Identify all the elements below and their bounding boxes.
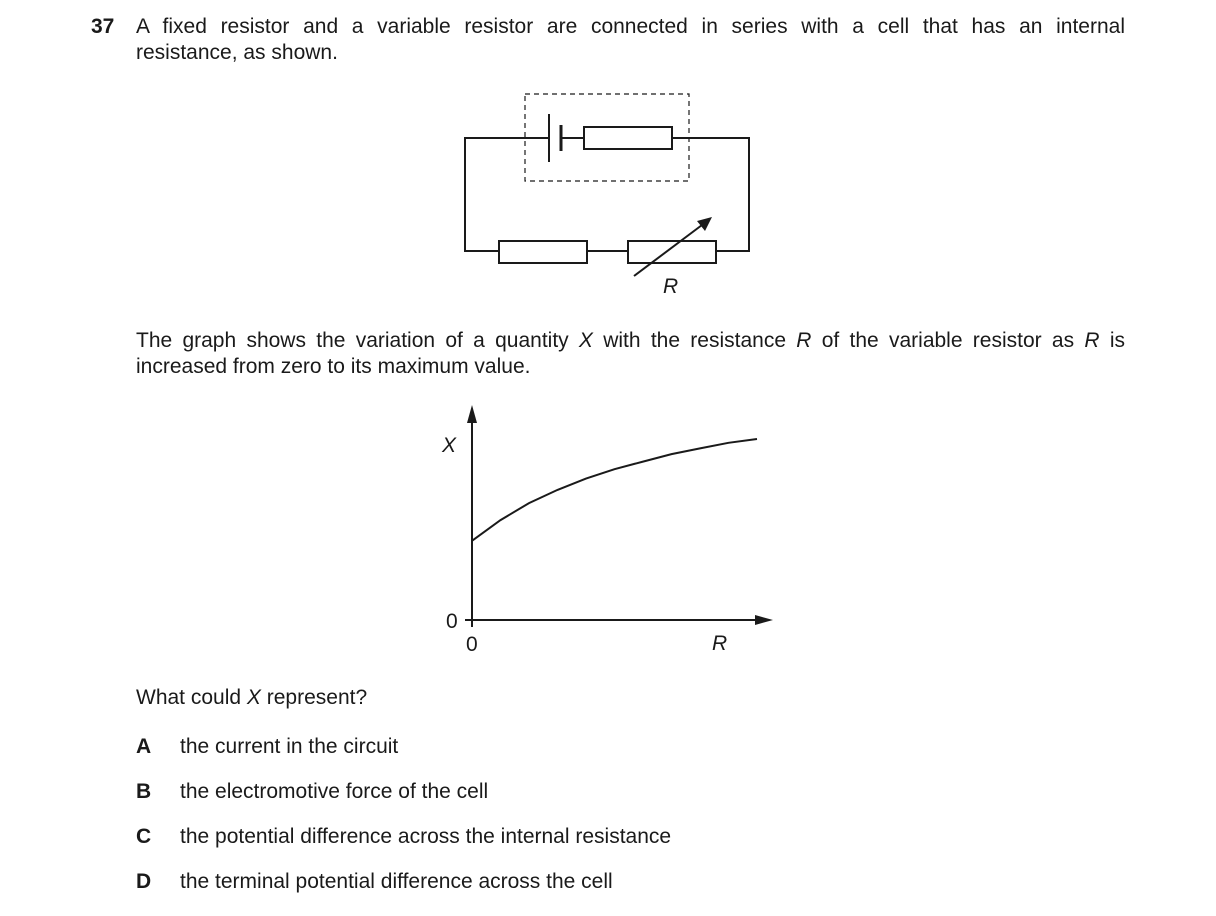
- y-axis-label: X: [442, 434, 457, 457]
- graph-intro-line-2: increased from zero to its maximum value.: [136, 355, 531, 378]
- x-origin-label: 0: [466, 633, 478, 656]
- variable-resistor: [628, 241, 716, 263]
- option-a-text: the current in the circuit: [180, 735, 399, 758]
- option-b-letter: B: [136, 780, 152, 803]
- internal-resistance-box: [525, 94, 689, 181]
- graph-intro-text-4: is: [1099, 329, 1125, 352]
- option-c-letter: C: [136, 825, 152, 848]
- y-axis-arrow-head: [467, 405, 477, 423]
- option-a-letter: A: [136, 735, 152, 758]
- intro-line-1: A fixed resistor and a variable resistor are connected in series with a cell that has an internal: [136, 15, 1125, 38]
- graph-intro-text-2: with the resistance: [592, 329, 797, 352]
- prompt-var-x: X: [246, 686, 261, 709]
- question-prompt: [136, 686, 367, 710]
- question-intro: [136, 14, 1125, 66]
- wire-left: [465, 138, 549, 251]
- option-c-text: the potential difference across the internal resistance: [180, 825, 672, 848]
- fixed-resistor: [499, 241, 587, 263]
- option-b-text: the electromotive force of the cell: [180, 780, 489, 803]
- question-number: 37: [91, 15, 115, 38]
- y-origin-label: 0: [446, 610, 458, 633]
- graph-intro-var-r-2: R: [1084, 329, 1100, 352]
- series-curve: [472, 439, 757, 541]
- graph-intro-text-1: The graph shows the variation of a quantity: [136, 329, 579, 352]
- variable-resistor-arrow-head: [697, 217, 712, 231]
- graph-intro: [136, 328, 1125, 380]
- x-axis-arrow-head: [755, 615, 773, 625]
- variable-resistor-arrow-shaft: [634, 225, 702, 276]
- prompt-text-2: represent?: [260, 686, 368, 709]
- graph-intro-line-1: [136, 328, 1125, 354]
- graph-intro-text-3: of the variable resistor as: [811, 329, 1085, 352]
- intro-line-2: resistance, as shown.: [136, 41, 338, 64]
- graph-intro-var-r: R: [796, 329, 812, 352]
- variable-resistor-label: R: [663, 275, 679, 298]
- option-d-text: the terminal potential difference across the cell: [180, 870, 613, 893]
- graph-intro-var-x: X: [578, 329, 593, 352]
- wire-right: [672, 138, 749, 251]
- x-axis-label: R: [712, 632, 728, 655]
- option-d-letter: D: [136, 870, 152, 893]
- prompt-text-1: What could: [136, 686, 247, 709]
- internal-resistor: [584, 127, 672, 149]
